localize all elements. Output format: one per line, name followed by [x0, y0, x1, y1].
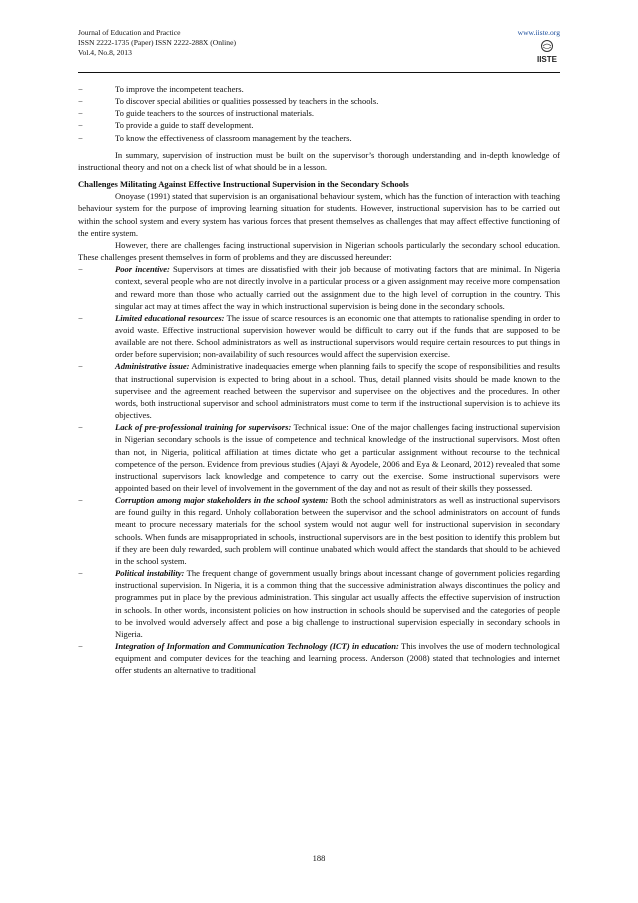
- challenge-text: [115, 421, 560, 494]
- bullet-dash: −: [78, 132, 83, 143]
- challenge-description: Supervisors at times are dissatisfied with their job because of motivating factors that are minimal. In Nigeria context, several people who are not directly involve in a particular process or a given assignment may receive more compensation and reward more than those who actually carried out the assignment due to the high level of corruption in the country. This singular act may at times affect the way in which instructional supervision is being done in the secondary schools.: [115, 264, 560, 311]
- section-heading: Challenges Militating Against Effective Instructional Supervision in the Secondary Schools: [78, 179, 409, 190]
- challenge-term: Political instability:: [115, 568, 185, 579]
- challenge-text: [115, 567, 560, 640]
- challenge-text: [115, 640, 560, 676]
- journal-title: Journal of Education and Practice: [78, 28, 181, 37]
- challenge-text: [115, 263, 560, 312]
- challenge-term: Administrative issue:: [115, 361, 190, 372]
- bullet-dash: −: [78, 312, 83, 323]
- challenge-term: Poor incentive:: [115, 264, 170, 275]
- challenge-item: [78, 494, 560, 567]
- bullet-dash: −: [78, 96, 83, 107]
- challenge-description: Administrative inadequacies emerge when planning fails to specify the scope of responsibilities and results that instructional supervision is expected to bring about in a school. Thus, detail planned visits should be made known to the supervisee and the agreement reached between the supervisor and supervisee on the objectives and the procedures. In other words, both instructional supervisor and school administrators must come to term if the instructional supervision is to achieve its objectives.: [115, 361, 560, 421]
- challenge-term: Limited educational resources:: [115, 312, 225, 323]
- bullet-dash: −: [78, 264, 83, 275]
- bullet-dash: −: [78, 120, 83, 131]
- journal-url[interactable]: www.iiste.org: [517, 28, 560, 37]
- journal-header: [78, 28, 560, 64]
- iiste-logo-icon: [534, 39, 560, 65]
- objective-text: To discover special abilities or qualities possessed by teachers in the schools.: [115, 96, 379, 107]
- paragraph-challenges-intro: However, there are challenges facing instructional supervision in Nigerian schools particularly the secondary school education. These challenges present themselves in form of problems and they are discussed hereunder:: [78, 239, 560, 263]
- bullet-dash: −: [78, 361, 83, 372]
- objective-item: [78, 132, 560, 144]
- challenge-item: [78, 263, 560, 312]
- challenges-list: [78, 263, 560, 676]
- challenge-description: This involves the use of modern technological equipment and computer devices for the teaching and learning process. Anderson (2008) stated that technologies and internet offer students an alternative to traditional: [115, 641, 560, 676]
- challenge-description: Both the school administrators as well as instructional supervisors are found guilty in this regard. Unholy collaboration between the supervisor and the school administrators on account of funds meant to procure necessary materials for the school system would not augur well for instructional supervision in secondary schools. When funds are misappropriated in schools, instructional supervisors are in the best position to identify this problem but if they are been duly rewarded, such problem will continue unabated which would affect the standards that should to be achieved in the school system.: [115, 495, 560, 566]
- header-rule: [78, 72, 560, 73]
- bullet-dash: −: [78, 84, 83, 94]
- challenge-text: [115, 494, 560, 567]
- summary-paragraph: In summary, supervision of instruction must be built on the supervisor’s thorough understanding and in-depth knowledge of instructional theory and not on a check list of what should be in a lesson.: [78, 149, 560, 172]
- page-number: 188: [312, 853, 326, 863]
- objective-item: [78, 107, 560, 119]
- challenge-text: [115, 312, 560, 361]
- paragraph-onoyase: Onoyase (1991) stated that supervision is an organisational behaviour system, which has the function of interaction with teaching behaviour system for the purpose of improving learning situation for students. However, instructional supervision has to be carried out within the school system and every system has various forces that present themselves as challenges that may affect effective functioning of the entire system.: [78, 191, 560, 238]
- challenge-description: Technical issue: One of the major challenges facing instructional supervision in Nigerian secondary schools is the issue of competence and technical knowledge of the instructional supervisors. Most often than not, in Nigeria, political affiliation at times dictate who get a particular assignment without recourse to the technical competence of the person. Evidence from previous studies (Ajayi & Ayodele, 2006 and Eya & Leonard, 2012) revealed that some instructional supervisors lack knowledge and competence to carry out the exercise. Some instructional supervisors were appointed based on their level of involvement in the government of the day and not as result of their skills they possessed.: [115, 422, 560, 493]
- bullet-dash: −: [78, 422, 83, 433]
- challenge-item: [78, 312, 560, 361]
- challenge-item: [78, 640, 560, 676]
- challenge-description: The frequent change of government usually brings about incessant change of government policies regarding instructional supervision. In Nigeria, it is a common thing that the successive administration always discontinues the policy and programmes put in place by the previous administration. This singular act usually affects the effective supervision of instruction in schools. In other words, inconsistent policies on how instruction in schools should be supervised and the categories of people to be involved would adversely affect and pose a big challenge to instructional supervision especially in secondary schools in Nigeria.: [115, 568, 561, 639]
- challenge-item: [78, 567, 560, 640]
- objectives-list: [78, 83, 560, 144]
- objective-item: [78, 83, 560, 95]
- journal-issn: ISSN 2222-1735 (Paper) ISSN 2222-288X (Online): [78, 38, 236, 47]
- challenge-text: [115, 360, 560, 421]
- bullet-dash: −: [78, 568, 83, 579]
- objective-text: To know the effectiveness of classroom management by the teachers.: [115, 132, 352, 143]
- bullet-dash: −: [78, 495, 83, 506]
- bullet-dash: −: [78, 641, 83, 652]
- objective-text: To improve the incompetent teachers.: [115, 84, 244, 94]
- objective-item: [78, 119, 560, 131]
- objective-item: [78, 95, 560, 107]
- challenge-item: [78, 421, 560, 494]
- article-body: [78, 83, 560, 677]
- journal-volume: Vol.4, No.8, 2013: [78, 48, 132, 57]
- bullet-dash: −: [78, 108, 83, 119]
- challenge-item: [78, 360, 560, 421]
- logo-lettering: IISTE: [536, 55, 558, 64]
- challenge-description: The issue of scarce resources is an economic one that attempts to rationalise spending in order to avoid waste. Effective instructional supervision however would be difficult to carry out if the funds that are supposed to be available are not there. School administrators as well as instructional supervisors would require certain resources to put things in order before supervision; non-availability of such resources would affect the supervision exercise.: [115, 312, 560, 360]
- objective-text: To provide a guide to staff development.: [115, 120, 254, 131]
- objective-text: To guide teachers to the sources of instructional materials.: [115, 108, 315, 119]
- challenge-term: Integration of Information and Communication Technology (ICT) in education:: [115, 641, 399, 652]
- challenge-term: Corruption among major stakeholders in the school system:: [115, 495, 329, 506]
- challenge-term: Lack of pre-professional training for supervisors:: [115, 422, 292, 433]
